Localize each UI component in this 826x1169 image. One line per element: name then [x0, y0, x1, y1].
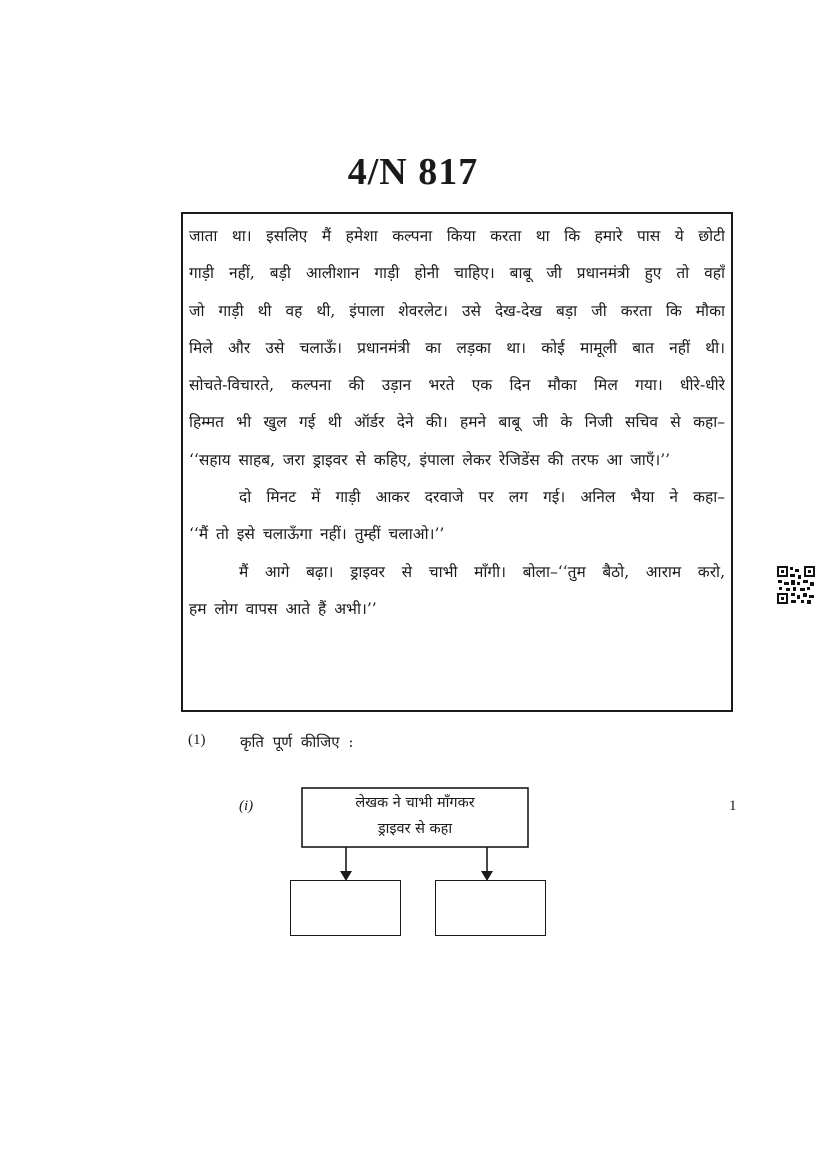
answer-box-right[interactable] [435, 880, 546, 936]
page-code: 4/N 817 [347, 151, 479, 193]
passage-line: जो गाड़ी थी वह थी, इंपाला शेवरलेट। उसे देख-देख बड़ा जी करता कि मौका [189, 301, 725, 320]
answer-box-left[interactable] [290, 880, 401, 936]
passage-line: हिम्मत भी खुल गई थी ऑर्डर देने की। हमने बाबू जी के निजी सचिव से कहा– [189, 413, 725, 432]
passage-line: मिले और उसे चलाऊँ। प्रधानमंत्री का लड़का था। कोई मामूली बात नहीं थी। [189, 338, 725, 357]
passage-line: जाता था। इसलिए मैं हमेशा कल्पना किया करता था कि हमारे पास ये छोटी [189, 227, 725, 245]
question-number: (1) [188, 732, 206, 748]
passage-line: हम लोग वापस आते हैं अभी।’’ [189, 599, 377, 618]
passage-line: सोचते-विचारते, कल्पना की उड़ान भरते एक दिन मौका मिल गया। धीरे-धीरे [189, 376, 725, 395]
passage-line: गाड़ी नहीं, बड़ी आलीशान गाड़ी होनी चाहिए। बाबू जी प्रधानमंत्री हुए तो वहाँ [189, 264, 725, 283]
qr-code-icon [776, 565, 816, 605]
sub-question-label: (i) [239, 798, 254, 814]
question-instruction: कृति पूर्ण कीजिए : [240, 733, 354, 751]
passage-line: ‘‘सहाय साहब, जरा ड्राइवर से कहिए, इंपाला लेकर रेजिडेंस की तरफ आ जाएँ।’’ [189, 450, 671, 469]
passage-line: ‘‘मैं तो इसे चलाऊँगा नहीं। तुम्हीं चलाओ।’’ [189, 525, 445, 544]
flow-top-text [302, 790, 528, 842]
marks: 1 [729, 798, 737, 814]
flow-top-line: ड्राइवर से कहा [377, 821, 453, 837]
passage-line: मैं आगे बढ़ा। ड्राइवर से चाभी माँगी। बोला–‘‘तुम बैठो, आराम करो, [239, 562, 725, 581]
flow-top-line: लेखक ने चाभी माँगकर [355, 795, 475, 811]
passage-line: दो मिनट में गाड़ी आकर दरवाजे पर लग गई। अनिल भैया ने कहा– [239, 488, 725, 507]
